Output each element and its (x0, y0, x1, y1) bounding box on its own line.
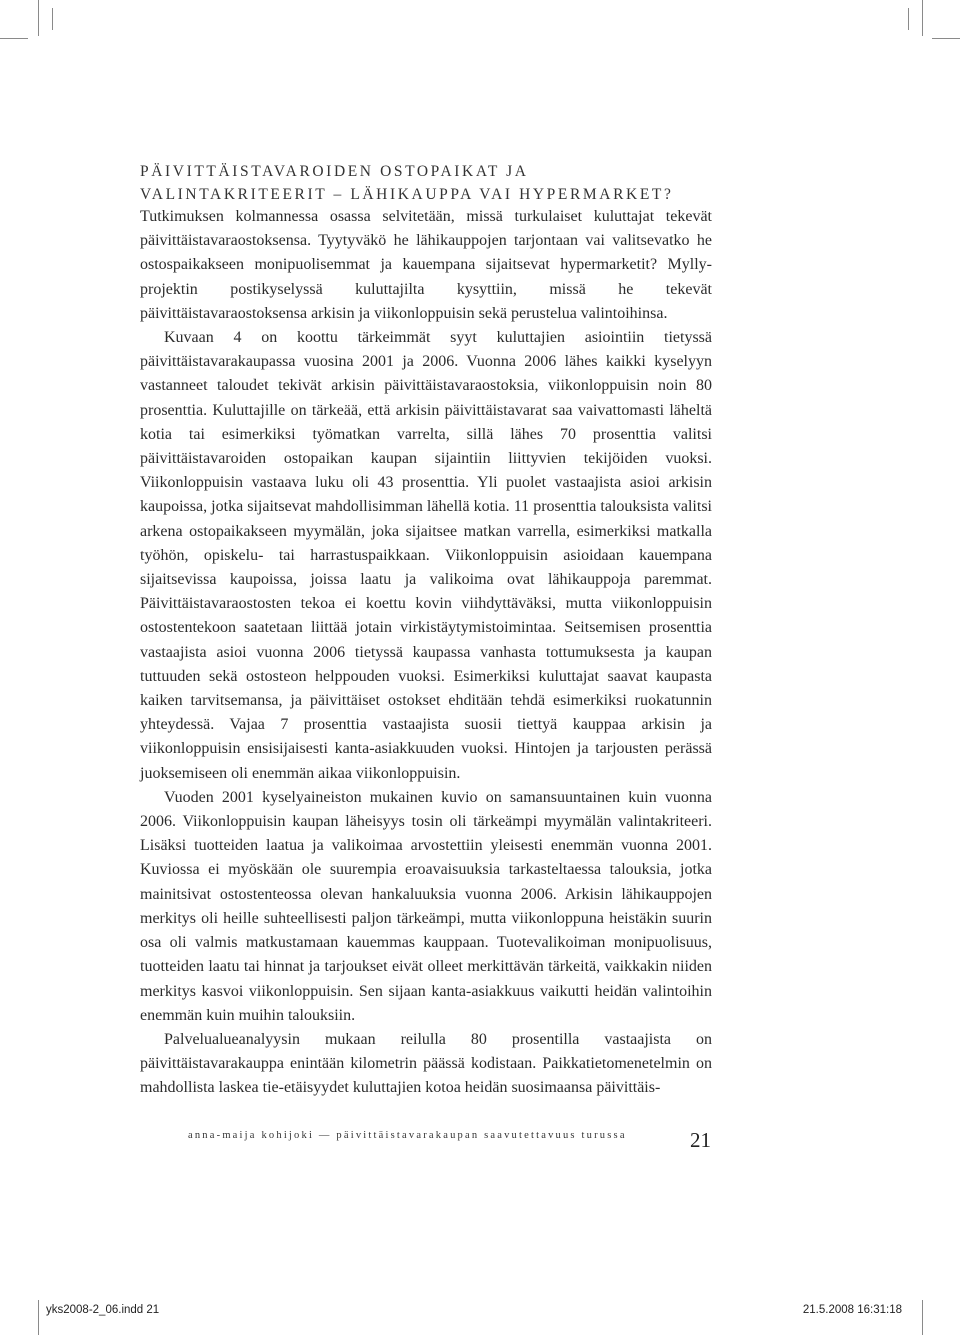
section-heading-line-1: PÄIVITTÄISTAVAROIDEN OSTOPAIKAT JA (140, 163, 529, 180)
crop-mark-top-left-vertical (38, 0, 39, 36)
crop-mark-bottom-left-vertical (38, 1300, 39, 1335)
paragraph-2: Kuvaan 4 on koottu tärkeimmät syyt kuluttajien asiointiin tietyssä päivittäistavarakaupassa vuosina 2001 ja 2006. Vuonna 2006 lähes kaikki kyselyyn vastanneet taloudet tekivät arkisin päivittäistavaraostoksia, viikonloppuisin noin 80 prosenttia. Kuluttajille on tärkeää, että arkisin päivittäistavarat saa vaivattomasti läheltä kotia tai esimerkiksi työmatkan varrelta, sillä lähes 70 prosenttia valitsi päivittäistavaroiden ostopaikan kaupan sijaintiin liittyvien tekijöiden vuoksi. Viikonloppuisin vastaava luku oli 43 prosenttia. Yli puolet vastaajista asioi arkisin kaupoissa, jotka sijaitsevat mahdollisimman lähellä kotia. 11 prosenttia talouksista valitsi arkena ostopaikakseen myymälän, joka sijaitsee matkan varrella, esimerkiksi matkalla työhön, opiskelu- tai harrastuspaikkaan. Viikonloppuisin asioidaan kauempana sijaitsevissa kaupoissa, joissa laatu ja valikoima ovat lähikauppoja paremmat. Päivittäistavaraostosten tekoa ei koettu kovin viihdyttäväksi, mutta viikonloppuisin ostostentekoon saatetaan liittää jotain virkistäytymistoimintaa. Seitsemisen prosenttia vastaajista asioi vuonna 2006 tietyssä kaupassa vanhasta tottumuksesta ja kaupan tuttuuden sekä ostosteon helppouden vuoksi. Esimerkiksi kuluttajat saavat kaupasta kaiken tarvitsemansa, ja päivittäiset ostokset ehditään tehdä esimerkiksi ruokatunnin yhteydessä. Vajaa 7 prosenttia vastaajista suosii tiettyä kauppaa arkisin ja viikonloppuisin ensisijaisesti kanta-asiakkuuden vuoksi. Hintojen ja tarjousten perässä juoksemiseen oli enemmän aikaa viikonloppuisin. (140, 329, 712, 782)
page-number: 21 (690, 1128, 711, 1152)
paragraph-3: Vuoden 2001 kyselyaineiston mukainen kuvio on samansuuntainen kuin vuonna 2006. Viikonloppuisin kaupan läheisyys tosin oli tärkeämpi myymälän valintakriteeri. Lisäksi tuotteiden laatua ja valikoimaa arvostettiin yleisesti enemmän vuonna 2001. Kuviossa ei myöskään ole suurempia eroavaisuuksia tarkasteltaessa talouksia, jotka mainitsivat ostostenteossa olevan hankaluuksia vuonna 2006. Arkisin lähikauppojen merkitys oli heille suhteellisesti paljon tärkeämpi, mutta viikonloppuna heistäkin suurin osa oli valmis matkustamaan kauemmas kauppaan. Tuotevalikoiman monipuolisuus, tuotteiden laatu tai hinnat ja tarjoukset eivät olleet merkittävän tärkeitä, vaikkakin niiden merkitys kasvoi viikonloppuisin. Sen sijaan kanta-asiakkuus vaikutti heidän valintoihin enemmän kuin muihin talouksiin. (140, 788, 712, 1024)
crop-mark-bottom-right-vertical (922, 1300, 923, 1335)
crop-mark-top-left-horizontal (0, 38, 28, 39)
slug-timestamp: 21.5.2008 16:31:18 (802, 1304, 902, 1316)
crop-mark-top-right-horizontal (932, 38, 960, 39)
crop-mark-top-left-short (52, 8, 53, 30)
body-text (140, 205, 712, 1101)
running-footer: anna-maija kohijoki — päivittäistavarakaupan saavutettavuus turussa (188, 1130, 627, 1141)
paragraph-1: Tutkimuksen kolmannessa osassa selvitetään, missä turkulaiset kuluttajat tekevät päivittäistavaraostoksensa. Tyytyväkö he lähikauppojen tarjontaan vai valitsevatko he ostospaikakseen monipuolisemmat ja kauempana sijaitsevat hypermarketit? Mylly-projektin postikyselyssä kuluttajilta kysyttiin, missä he tekevät päivittäistavaraostoksensa arkisin ja viikonloppuisin sekä perustelua valintoihinsa. (140, 208, 712, 322)
section-heading (140, 160, 740, 206)
crop-mark-top-right-vertical (922, 0, 923, 36)
slug-filename: yks2008-2_06.indd 21 (46, 1304, 160, 1316)
section-heading-line-2: VALINTAKRITEERIT – LÄHIKAUPPA VAI HYPERMARKET? (140, 186, 674, 203)
crop-mark-top-right-short (908, 8, 909, 30)
paragraph-4: Palvelualueanalyysin mukaan reilulla 80 prosentilla vastaajista on päivittäistavarakauppa enintään kilometrin päässä kodistaan. Paikkatietomenetelmin on mahdollista laskea tie-etäisyydet kuluttajien kotoa heidän suosimaansa päivittäis- (140, 1030, 712, 1097)
